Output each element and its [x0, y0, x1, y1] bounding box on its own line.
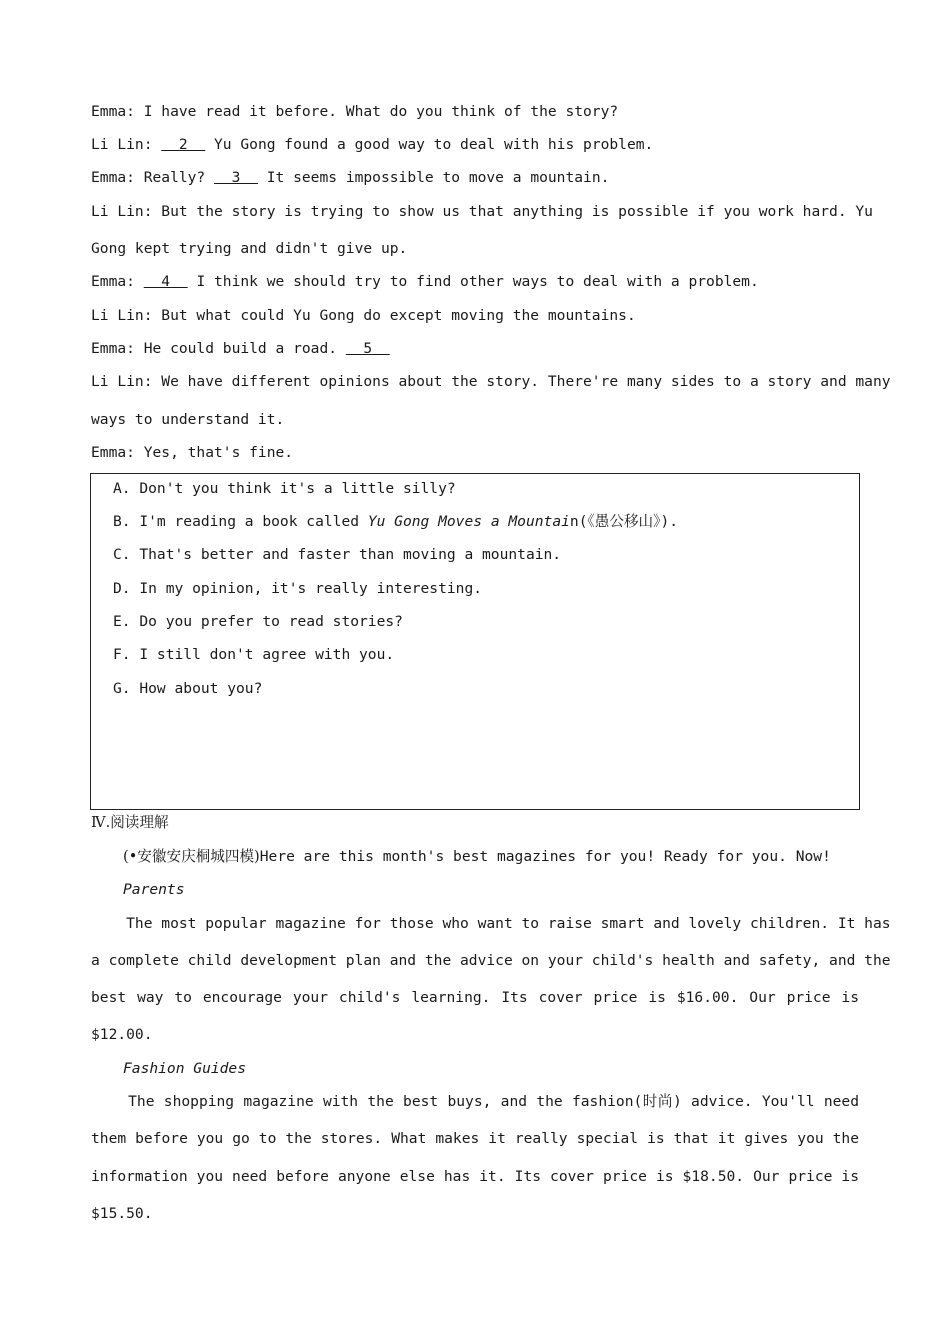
speaker-text: Emma: He could build a road. — [91, 340, 346, 357]
dialogue-line-3 — [91, 168, 859, 188]
line-text: Yu Gong found a good way to deal with his problem. — [205, 136, 654, 153]
dialogue-line-9: Emma: Yes, that's fine. — [91, 444, 294, 461]
section-intro — [123, 847, 859, 867]
line-text: I think we should try to find other ways to deal with a problem. — [187, 273, 759, 290]
magazine-title: Fashion Guides — [123, 1060, 247, 1077]
paragraph-line: information you need before anyone else has it. Its cover price is $18.50. Our price is — [91, 1168, 859, 1185]
section-heading: Ⅳ.阅读理解 — [91, 814, 169, 831]
options-box — [90, 473, 860, 810]
answer-blank-3[interactable]: 3 — [214, 169, 258, 186]
option-d: D. In my opinion, it's really interesting. — [113, 580, 483, 597]
dialogue-line-4a: Li Lin: But the story is trying to show us that anything is possible if you work hard. Yu — [91, 203, 873, 220]
dialogue-line-8b: ways to understand it. — [91, 411, 285, 428]
speaker-text: Li Lin: — [91, 136, 162, 153]
paragraph-line: The most popular magazine for those who want to raise smart and lovely children. It has — [91, 915, 891, 932]
option-a: A. Don't you think it's a little silly? — [113, 480, 456, 497]
answer-blank-5[interactable]: 5 — [345, 340, 390, 357]
paragraph-line: $15.50. — [91, 1205, 153, 1222]
dialogue-line-5 — [91, 272, 859, 292]
book-title-chinese: 《愚公移山》 — [587, 513, 661, 530]
paragraph-line — [91, 1092, 859, 1112]
option-c: C. That's better and faster than moving a mountain. — [113, 546, 562, 563]
speaker-text: Emma: Really? — [91, 169, 215, 186]
option-b-text: B. I'm reading a book called — [113, 513, 368, 530]
dialogue-line-4b: Gong kept trying and didn't give up. — [91, 240, 408, 257]
paragraph-line: best way to encourage your child's learning. Its cover price is $16.00. Our price is — [91, 989, 859, 1006]
option-b-text: ). — [660, 513, 679, 530]
dialogue-line-1: Emma: I have read it before. What do you think of the story? — [91, 103, 619, 120]
paragraph-line: them before you go to the stores. What makes it really special is that it gives you the — [91, 1130, 859, 1147]
chinese-gloss: 时尚 — [642, 1093, 673, 1110]
answer-blank-2[interactable]: 2 — [161, 136, 206, 153]
dialogue-line-2 — [91, 135, 859, 155]
line-text: It seems impossible to move a mountain. — [257, 169, 610, 186]
intro-text: Here are this month's best magazines for you! Ready for you. Now! — [259, 848, 831, 865]
paragraph-line: $12.00. — [91, 1026, 153, 1043]
option-g: G. How about you? — [113, 680, 263, 697]
dialogue-line-8a: Li Lin: We have different opinions about the story. There're many sides to a story and many — [91, 373, 891, 390]
dialogue-line-6: Li Lin: But what could Yu Gong do except moving the mountains. — [91, 307, 636, 324]
option-b-text: n( — [569, 513, 588, 530]
option-e: E. Do you prefer to read stories? — [113, 613, 403, 630]
dialogue-line-7 — [91, 339, 859, 359]
speaker-text: Emma: — [91, 273, 144, 290]
option-f: F. I still don't agree with you. — [113, 646, 395, 663]
option-b — [113, 512, 678, 532]
paragraph-line: a complete child development plan and the advice on your child's health and safety, and the — [91, 952, 891, 969]
source-note: (•安徽安庆桐城四模) — [123, 848, 260, 865]
answer-blank-4[interactable]: 4 — [143, 273, 188, 290]
paragraph-text: The shopping magazine with the best buys, and the fashion( — [91, 1093, 643, 1110]
paragraph-text: ) advice. You'll need — [672, 1093, 859, 1110]
book-title: Yu Gong Moves a Mountai — [367, 513, 570, 530]
magazine-title: Parents — [123, 881, 185, 898]
